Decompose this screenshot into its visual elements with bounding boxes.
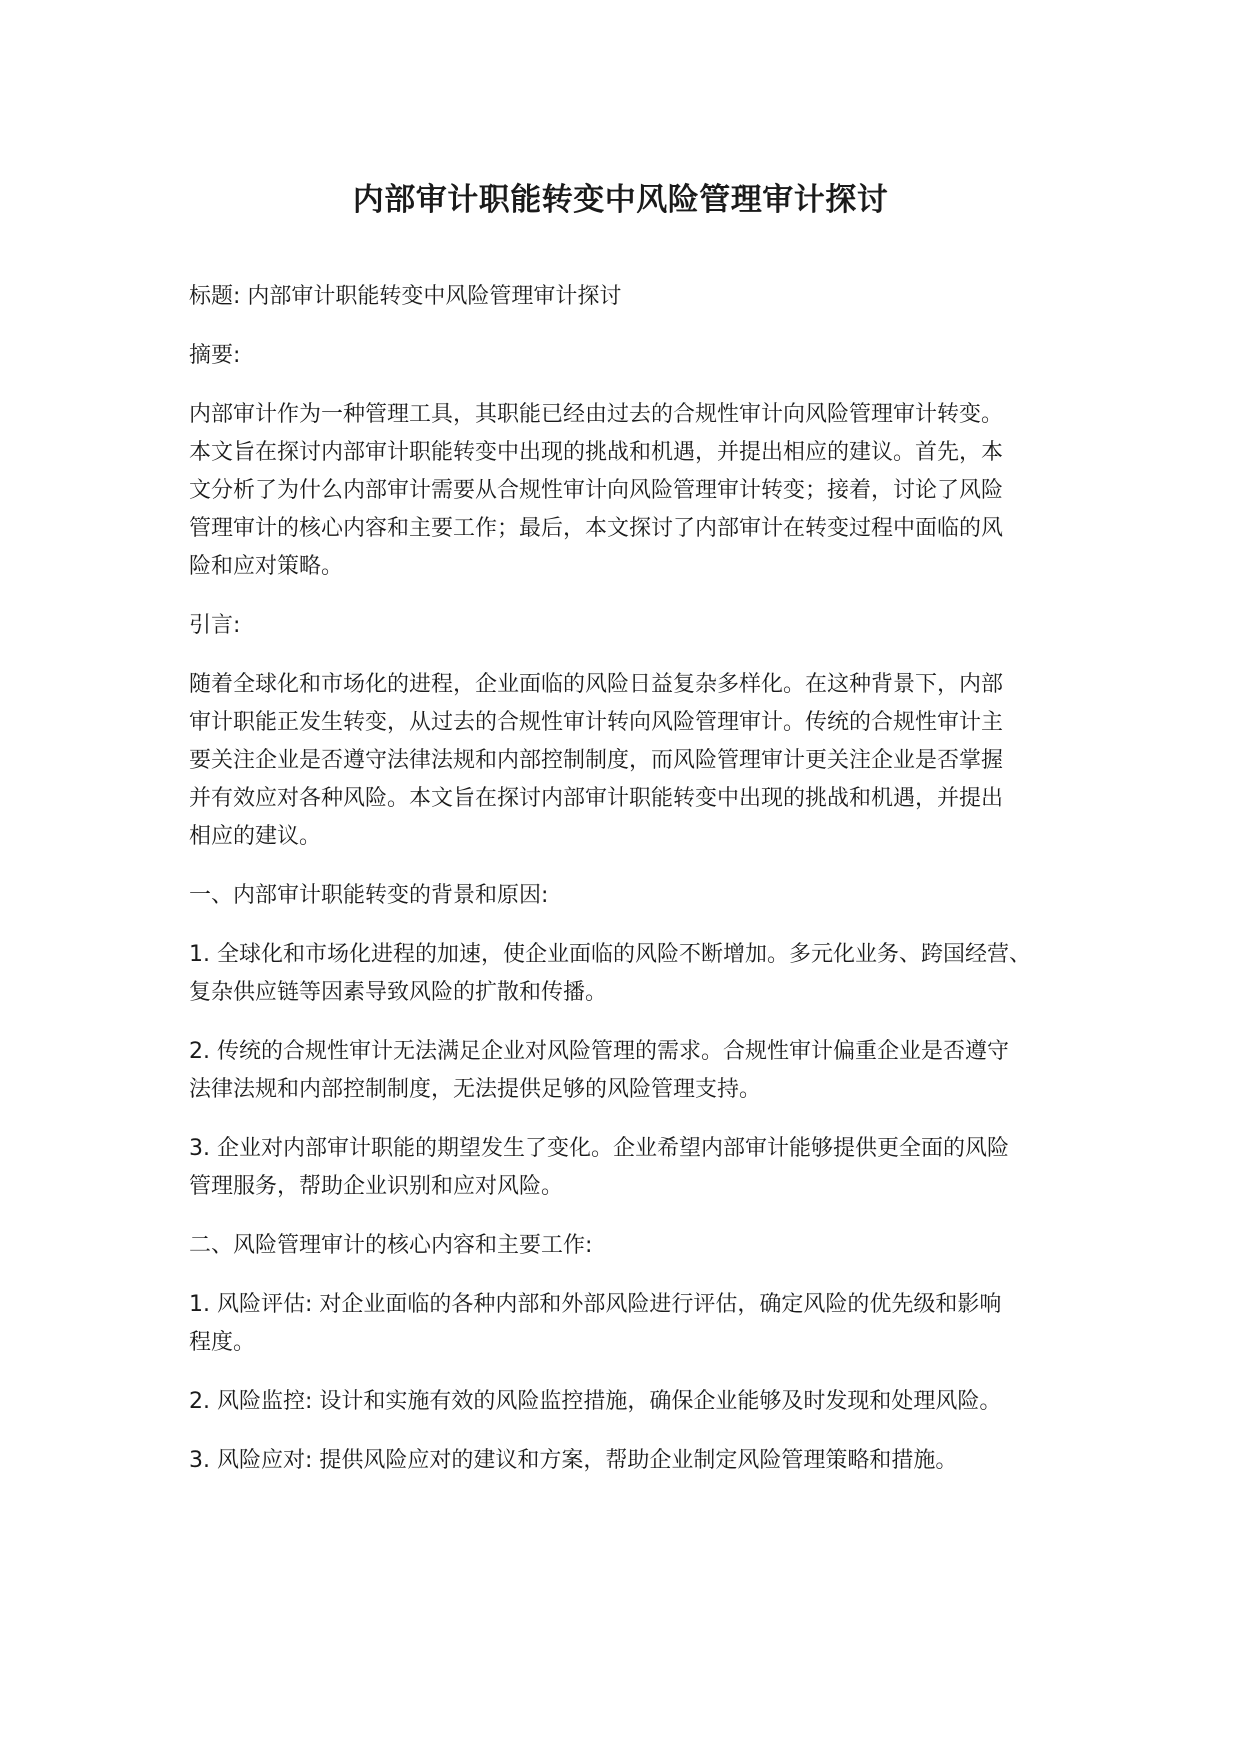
paragraph-title-line: 标题: 内部审计职能转变中风险管理审计探讨 bbox=[189, 284, 622, 309]
paragraph-abstract-body: 内部审计作为一种管理工具，其职能已经由过去的合规性审计向风险管理审计转变。 本文旨在探讨内部审计职能转变中出现的挑战和机遇，并提出相应的建议。首先，本 文分析了为什么内部审计需要从合规性审计向风险管理审计转变；接着，讨论了风险 管理审计的核心内容和主要工作；最后，本文探讨了内部审计在转变过程中面临的风 险和应对策略。 bbox=[189, 402, 1004, 579]
list-item: 1. 风险评估: 对企业面临的各种内部和外部风险进行评估，确定风险的优先级和影响 程度。 bbox=[189, 1292, 1002, 1355]
paragraph-intro-body: 随着全球化和市场化的进程，企业面临的风险日益复杂多样化。在这种背景下，内部 审计职能正发生转变，从过去的合规性审计转向风险管理审计。传统的合规性审计主 要关注企业是否遵守法律法规和内部控制制度，而风险管理审计更关注企业是否掌握 并有效应对各种风险。本文旨在探讨内部审计职能转变中出现的挑战和机遇，并提出 相应的建议。 bbox=[189, 672, 1004, 849]
list-item: 3. 企业对内部审计职能的期望发生了变化。企业希望内部审计能够提供更全面的风险 管理服务，帮助企业识别和应对风险。 bbox=[189, 1136, 1009, 1199]
paragraph-abstract-heading: 摘要: bbox=[189, 343, 241, 368]
list-item: 2. 传统的合规性审计无法满足企业对风险管理的需求。合规性审计偏重企业是否遵守 法律法规和内部控制制度，无法提供足够的风险管理支持。 bbox=[189, 1039, 1009, 1102]
list-item: 3. 风险应对: 提供风险应对的建议和方案，帮助企业制定风险管理策略和措施。 bbox=[189, 1448, 958, 1473]
document-body bbox=[189, 278, 1069, 1501]
document-title: 内部审计职能转变中风险管理审计探讨 bbox=[352, 182, 889, 218]
section-heading-2: 二、风险管理审计的核心内容和主要工作: bbox=[189, 1233, 593, 1258]
list-item: 2. 风险监控: 设计和实施有效的风险监控措施，确保企业能够及时发现和处理风险。 bbox=[189, 1389, 1002, 1414]
paragraph-intro-heading: 引言: bbox=[189, 613, 241, 638]
list-item: 1. 全球化和市场化进程的加速，使企业面临的风险不断增加。多元化业务、跨国经营、 复杂供应链等因素导致风险的扩散和传播。 bbox=[189, 942, 1031, 1005]
section-heading-1: 一、内部审计职能转变的背景和原因: bbox=[189, 883, 549, 908]
